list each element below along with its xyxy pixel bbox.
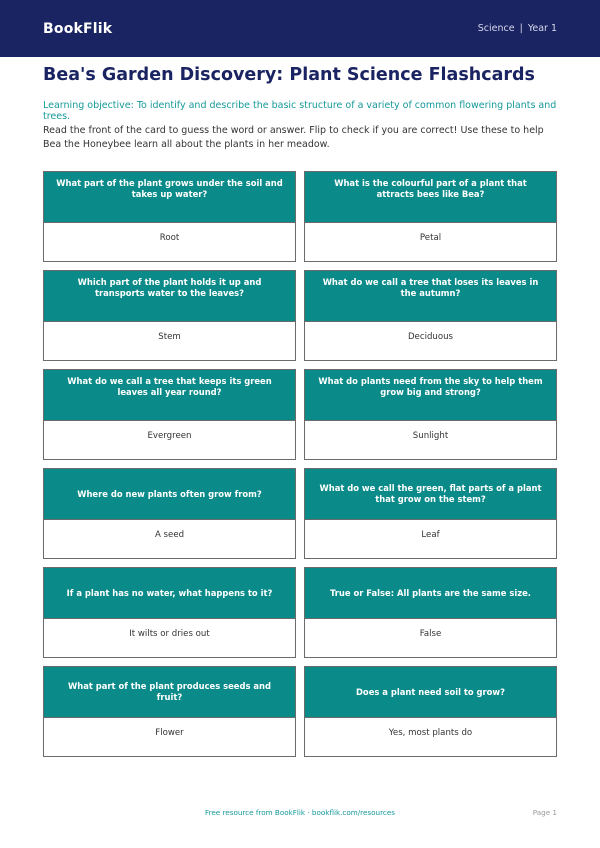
- flashcard[interactable]: [304, 567, 557, 658]
- flashcard-answer: Leaf: [305, 519, 556, 558]
- header-meta: [478, 23, 557, 34]
- flashcard-answer: Evergreen: [44, 420, 295, 459]
- page-title: Bea's Garden Discovery: Plant Science Flashcards: [43, 65, 535, 85]
- flashcard[interactable]: [43, 369, 296, 460]
- flashcard-question: What do we call the green, flat parts of a plant that grow on the stem?: [305, 469, 556, 519]
- flashcard-answer: Petal: [305, 222, 556, 261]
- flashcard-answer: False: [305, 618, 556, 657]
- flashcard[interactable]: [43, 666, 296, 757]
- flashcard[interactable]: [304, 171, 557, 262]
- footer-source-link[interactable]: Free resource from BookFlik · bookflik.com/resources: [204, 808, 396, 817]
- flashcard-question: What do we call a tree that loses its leaves in the autumn?: [305, 271, 556, 321]
- flashcard-question: True or False: All plants are the same size.: [305, 568, 556, 618]
- flashcard-question: What do plants need from the sky to help them grow big and strong?: [305, 370, 556, 420]
- flashcard-answer: It wilts or dries out: [44, 618, 295, 657]
- flashcard[interactable]: [43, 171, 296, 262]
- flashcard-answer: Root: [44, 222, 295, 261]
- header-bar: [0, 0, 600, 57]
- flashcard-answer: Deciduous: [305, 321, 556, 360]
- flashcard-answer: Flower: [44, 717, 295, 756]
- flashcard[interactable]: [43, 468, 296, 559]
- flashcard[interactable]: [43, 567, 296, 658]
- learning-objective: Learning objective: To identify and describe the basic structure of a variety of common flowering plants and trees.: [43, 100, 557, 122]
- flashcard[interactable]: [304, 270, 557, 361]
- flashcard-grid: [43, 171, 557, 765]
- flashcard-row: [43, 369, 557, 460]
- flashcard-row: [43, 171, 557, 262]
- flashcard-question: What is the colourful part of a plant that attracts bees like Bea?: [305, 172, 556, 222]
- flashcard[interactable]: [304, 468, 557, 559]
- flashcard[interactable]: [43, 270, 296, 361]
- flashcard-question: What part of the plant produces seeds and fruit?: [44, 667, 295, 717]
- flashcard-question: What part of the plant grows under the soil and takes up water?: [44, 172, 295, 222]
- flashcard-row: [43, 666, 557, 757]
- meta-separator: |: [519, 23, 523, 34]
- page-number: Page 1: [532, 808, 557, 817]
- flashcard-question: Does a plant need soil to grow?: [305, 667, 556, 717]
- flashcard-question: Which part of the plant holds it up and transports water to the leaves?: [44, 271, 295, 321]
- flashcard-question: What do we call a tree that keeps its green leaves all year round?: [44, 370, 295, 420]
- flashcard-answer: Yes, most plants do: [305, 717, 556, 756]
- page-footer: [0, 808, 600, 820]
- year-label: Year 1: [527, 23, 557, 34]
- flashcard-question: If a plant has no water, what happens to it?: [44, 568, 295, 618]
- flashcard-answer: A seed: [44, 519, 295, 558]
- flashcard-row: [43, 270, 557, 361]
- flashcard-question: Where do new plants often grow from?: [44, 469, 295, 519]
- brand-logo[interactable]: BookFlik: [43, 20, 113, 37]
- flashcard-answer: Stem: [44, 321, 295, 360]
- flashcard[interactable]: [304, 666, 557, 757]
- flashcard-row: [43, 468, 557, 559]
- intro-text: Read the front of the card to guess the word or answer. Flip to check if you are correct! Use these to help Bea the Honeybee learn all about the plants in her meadow.: [43, 125, 544, 150]
- flashcard-answer: Sunlight: [305, 420, 556, 459]
- flashcard[interactable]: [304, 369, 557, 460]
- flashcard-row: [43, 567, 557, 658]
- subject-label: Science: [477, 23, 515, 34]
